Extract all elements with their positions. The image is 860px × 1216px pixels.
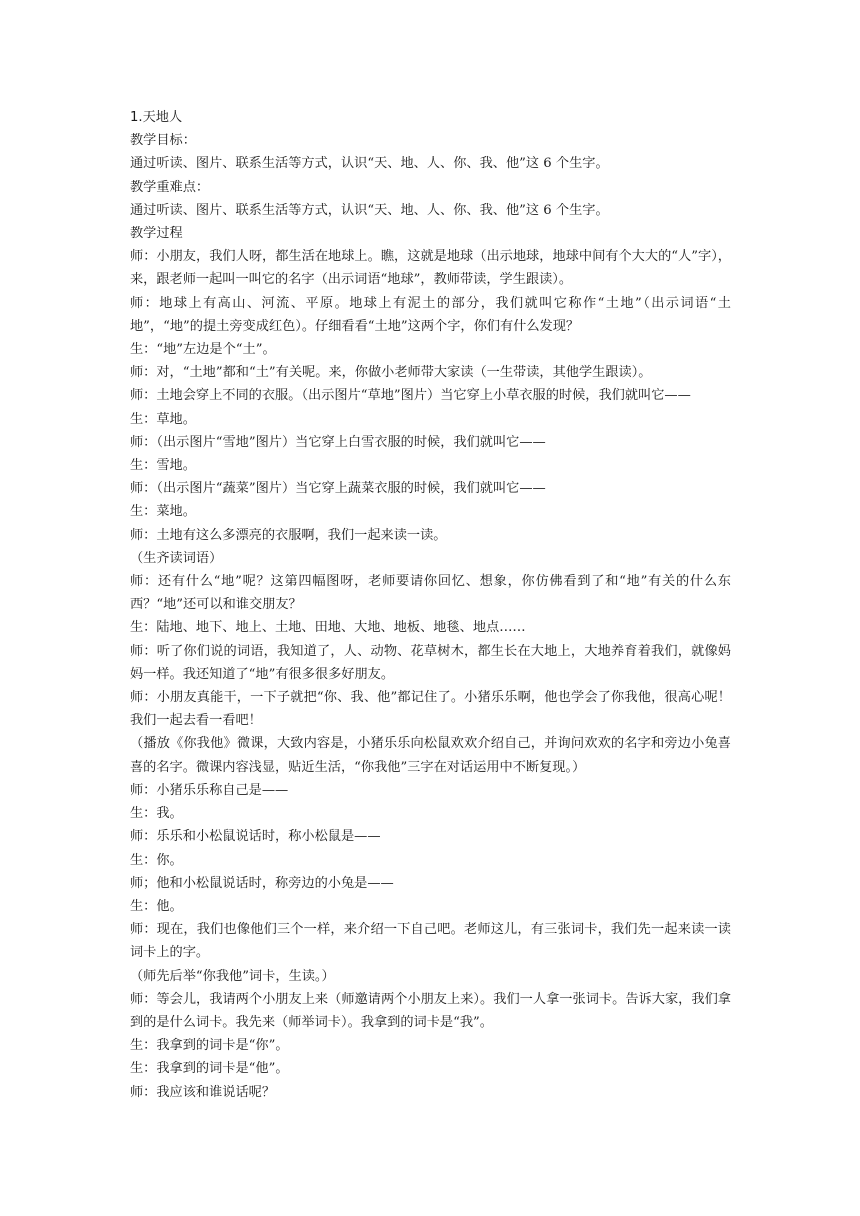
paragraph: 生：菜地。 [130,504,196,520]
paragraph: 师：地球上有高山、河流、平原。地球上有泥土的部分，我们就叫它称作“土地”（出示词语“土地”，“地”的提土旁变成红色）。仔细看看“土地”这两个字，你们有什么发现？ [130,295,731,334]
paragraph: 生：“地”左边是个“土”。 [130,342,276,358]
document-title: 1.天地人 [130,110,183,125]
paragraph: 师：等会儿，我请两个小朋友上来（师邀请两个小朋友上来）。我们一人拿一张词卡。告诉大家，我们拿到的是什么词卡。我先来（师举词卡）。我拿到的词卡是“我”。 [130,991,731,1030]
paragraph: （师先后举“你我他”词卡，生读。） [130,968,335,984]
paragraph: 教学目标： [130,133,196,149]
paragraph: 生：我拿到的词卡是“你”。 [130,1038,289,1054]
paragraph: 师：（出示图片“雪地”图片）当它穿上白雪衣服的时候，我们就叫它—— [130,434,546,450]
paragraph: 师：小猪乐乐称自己是—— [130,782,289,798]
paragraph: 师：小朋友真能干，一下子就把“你、我、他”都记住了。小猪乐乐啊，他也学会了你我他，很高心呢！我们一起去看一看吧！ [130,690,731,729]
paragraph: 通过听读、图片、联系生活等方式，认识“天、地、人、你、我、他”这 6 个生字。 [130,156,609,172]
paragraph: 师：（出示图片“蔬菜”图片）当它穿上蔬菜衣服的时候，我们就叫它—— [130,481,546,497]
paragraph: 生：我拿到的词卡是“他”。 [130,1061,289,1077]
paragraph: （生齐读词语） [130,550,223,566]
paragraph: 师：土地有这么多漂亮的衣服啊，我们一起来读一读。 [130,527,447,543]
document-page [130,106,731,1104]
paragraph: 通过听读、图片、联系生活等方式，认识“天、地、人、你、我、他”这 6 个生字。 [130,202,609,218]
paragraph: 师：还有什么“地”呢？这第四幅图呀，老师要请你回忆、想象，你仿佛看到了和“地”有关的什么东西？“地”还可以和谁交朋友？ [130,574,731,613]
paragraph: 生：我。 [130,806,183,822]
paragraph: 师：我应该和谁说话呢？ [130,1084,276,1100]
paragraph: 教学过程 [130,226,183,242]
paragraph: 生：你。 [130,852,183,868]
paragraph: 生：雪地。 [130,458,196,474]
paragraph: 生：他。 [130,898,183,914]
paragraph: 师：对，“土地”都和“土”有关呢。来，你做小老师带大家读（一生带读，其他学生跟读）。 [130,365,652,381]
paragraph: 生：草地。 [130,411,196,427]
paragraph: 师：现在，我们也像他们三个一样，来介绍一下自己吧。老师这儿，有三张词卡，我们先一起来读一读词卡上的字。 [130,922,731,961]
paragraph: 师：土地会穿上不同的衣服。（出示图片“草地”图片）当它穿上小草衣服的时候，我们就叫它—— [130,388,691,404]
paragraph: 师：听了你们说的词语，我知道了，人、动物、花草树木，都生长在大地上，大地养育着我们，就像妈妈一样。我还知道了“地”有很多很多好朋友。 [130,643,731,682]
paragraph: 师：乐乐和小松鼠说话时，称小松鼠是—— [130,829,381,845]
paragraph: 生：陆地、地下、地上、土地、田地、大地、地板、地毯、地点…… [130,620,526,636]
paragraph: 师：小朋友，我们人呀，都生活在地球上。瞧，这就是地球（出示地球，地球中间有个大大的“人”字），来，跟老师一起叫一叫它的名字（出示词语“地球”，教师带读，学生跟读）。 [130,249,731,288]
paragraph: 教学重难点： [130,179,210,195]
paragraph: （播放《你我他》微课，大致内容是，小猪乐乐向松鼠欢欢介绍自己，并询问欢欢的名字和旁边小兔喜喜的名字。微课内容浅显，贴近生活，“你我他”三字在对话运用中不断复现。） [130,736,731,775]
paragraph: 师；他和小松鼠说话时，称旁边的小兔是—— [130,875,394,891]
